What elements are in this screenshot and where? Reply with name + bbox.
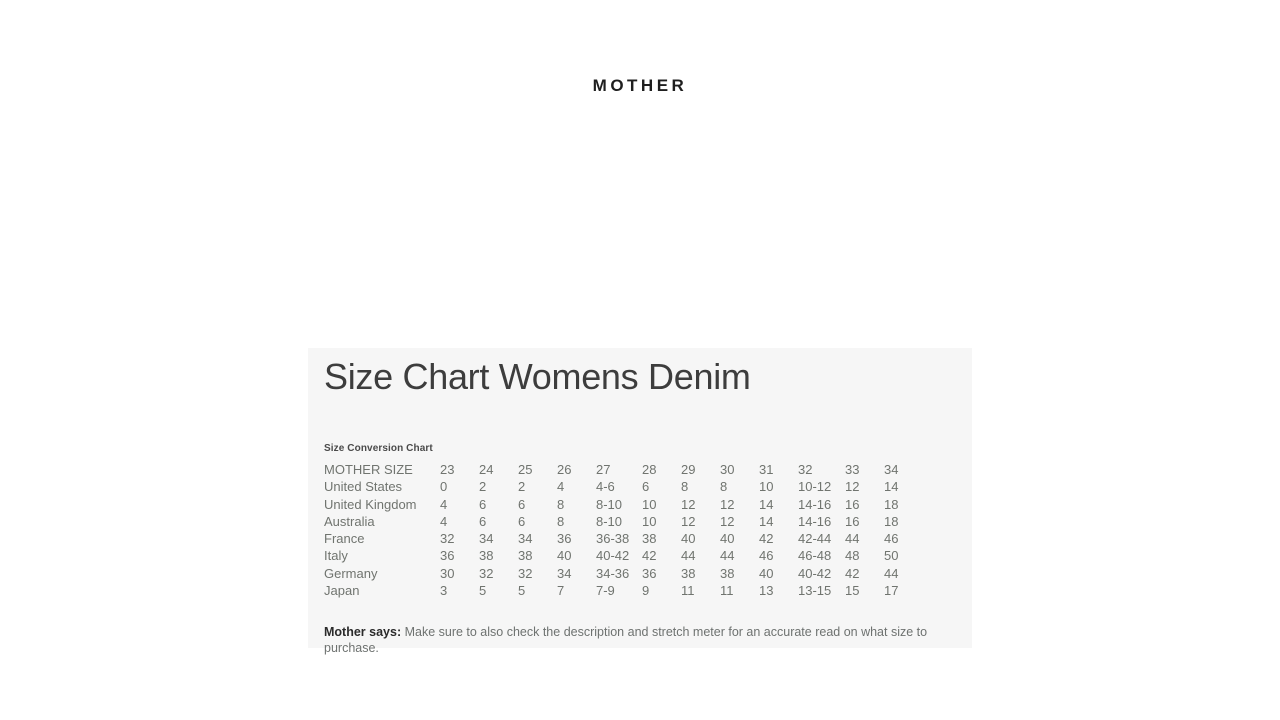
size-cell: 12 bbox=[845, 479, 860, 495]
size-cell: 13 bbox=[759, 583, 774, 599]
size-cell: 11 bbox=[720, 583, 734, 599]
mother-says-note bbox=[324, 624, 956, 656]
size-cell: 38 bbox=[720, 565, 735, 581]
size-cell: 4 bbox=[440, 513, 448, 529]
size-cell: 6 bbox=[479, 496, 487, 512]
size-cell: 9 bbox=[642, 583, 650, 599]
size-cell: 6 bbox=[642, 479, 650, 495]
row-label: United States bbox=[324, 479, 403, 495]
row-label: France bbox=[324, 531, 365, 547]
size-cell: 8-10 bbox=[596, 496, 623, 512]
size-cell: 36 bbox=[557, 531, 572, 547]
size-cell: 42-44 bbox=[798, 531, 832, 547]
size-cell: 27 bbox=[596, 462, 611, 477]
table-row bbox=[324, 496, 923, 513]
table-row bbox=[324, 565, 923, 582]
size-cell: 28 bbox=[642, 462, 657, 477]
size-cell: 14 bbox=[759, 496, 774, 512]
size-cell: 32 bbox=[479, 565, 494, 581]
size-cell: 8 bbox=[557, 496, 565, 512]
size-cell: 4 bbox=[440, 496, 448, 512]
size-cell: 10 bbox=[642, 513, 657, 529]
size-conversion-table bbox=[324, 461, 923, 599]
size-cell: 44 bbox=[884, 565, 899, 581]
size-cell: 34 bbox=[884, 462, 899, 477]
size-cell: 12 bbox=[681, 496, 696, 512]
size-cell: 6 bbox=[518, 496, 526, 512]
size-cell: 10 bbox=[759, 479, 774, 495]
size-cell: 2 bbox=[518, 479, 526, 495]
size-cell: 15 bbox=[845, 583, 860, 599]
size-cell: 34-36 bbox=[596, 565, 630, 581]
size-cell: 8 bbox=[557, 513, 565, 529]
size-cell: 10-12 bbox=[798, 479, 832, 495]
table-row bbox=[324, 530, 923, 547]
size-cell: 23 bbox=[440, 462, 455, 477]
row-label: Germany bbox=[324, 565, 378, 581]
size-cell: 4 bbox=[557, 479, 565, 495]
mother-says-label: Mother says: bbox=[324, 625, 402, 640]
size-cell: 40 bbox=[557, 548, 572, 564]
size-cell: 14-16 bbox=[798, 496, 832, 512]
size-cell: 36 bbox=[642, 565, 657, 581]
size-cell: 38 bbox=[518, 548, 533, 564]
size-cell: 13-15 bbox=[798, 583, 832, 599]
size-cell: 44 bbox=[681, 548, 696, 564]
size-cell: 40-42 bbox=[596, 548, 630, 564]
size-table-body bbox=[324, 461, 923, 599]
size-cell: 46 bbox=[759, 548, 774, 564]
size-conversion-chart-label: Size Conversion Chart bbox=[324, 443, 433, 454]
size-cell: 30 bbox=[440, 565, 455, 581]
size-cell: 42 bbox=[759, 531, 774, 547]
size-cell: 44 bbox=[720, 548, 735, 564]
size-cell: 17 bbox=[884, 583, 899, 599]
size-cell: 7 bbox=[557, 583, 565, 599]
mother-logo: MOTHER bbox=[592, 76, 688, 95]
size-cell: 31 bbox=[759, 462, 774, 477]
size-cell: 2 bbox=[479, 479, 487, 495]
size-cell: 40 bbox=[681, 531, 696, 547]
mother-says-text: Make sure to also check the description and stretch meter for an accurate read on what size to purchase. bbox=[324, 625, 928, 656]
size-cell: 29 bbox=[681, 462, 696, 477]
table-row bbox=[324, 582, 923, 599]
size-cell: 16 bbox=[845, 513, 860, 529]
size-cell: 33 bbox=[845, 462, 860, 477]
size-cell: 0 bbox=[440, 479, 448, 495]
row-label: United Kingdom bbox=[324, 496, 417, 512]
page-title: Size Chart Womens Denim bbox=[324, 356, 751, 397]
size-cell: 36 bbox=[440, 548, 455, 564]
size-cell: 50 bbox=[884, 548, 899, 564]
size-cell: 25 bbox=[518, 462, 533, 477]
size-cell: 32 bbox=[518, 565, 533, 581]
size-cell: 8 bbox=[720, 479, 728, 495]
row-label: Australia bbox=[324, 513, 375, 529]
size-cell: 34 bbox=[518, 531, 533, 547]
size-cell: 18 bbox=[884, 513, 899, 529]
size-cell: 14 bbox=[884, 479, 899, 495]
size-cell: 12 bbox=[720, 496, 735, 512]
size-cell: 18 bbox=[884, 496, 899, 512]
size-cell: 16 bbox=[845, 496, 860, 512]
size-cell: 32 bbox=[440, 531, 455, 547]
size-cell: 12 bbox=[681, 513, 696, 529]
size-cell: 34 bbox=[479, 531, 494, 547]
size-cell: 46 bbox=[884, 531, 899, 547]
size-chart-panel bbox=[308, 348, 972, 656]
size-cell: 5 bbox=[479, 583, 487, 599]
size-cell: 34 bbox=[557, 565, 572, 581]
size-cell: 38 bbox=[642, 531, 657, 547]
size-cell: 38 bbox=[681, 565, 696, 581]
size-cell: 6 bbox=[518, 513, 526, 529]
row-label: MOTHER SIZE bbox=[324, 462, 413, 477]
size-cell: 12 bbox=[720, 513, 735, 529]
size-cell: 48 bbox=[845, 548, 860, 564]
size-cell: 42 bbox=[642, 548, 657, 564]
size-cell: 14 bbox=[759, 513, 774, 529]
size-cell: 40 bbox=[759, 565, 774, 581]
row-label: Japan bbox=[324, 583, 360, 599]
table-row bbox=[324, 547, 923, 564]
size-cell: 26 bbox=[557, 462, 572, 477]
table-row bbox=[324, 513, 923, 530]
size-cell: 8 bbox=[681, 479, 689, 495]
size-cell: 44 bbox=[845, 531, 860, 547]
size-cell: 11 bbox=[681, 583, 695, 599]
size-cell: 5 bbox=[518, 583, 526, 599]
size-cell: 30 bbox=[720, 462, 735, 477]
size-cell: 24 bbox=[479, 462, 494, 477]
table-row bbox=[324, 461, 923, 478]
size-cell: 8-10 bbox=[596, 513, 623, 529]
size-cell: 14-16 bbox=[798, 513, 832, 529]
size-cell: 42 bbox=[845, 565, 860, 581]
size-cell: 32 bbox=[798, 462, 813, 477]
size-cell: 7-9 bbox=[596, 583, 615, 599]
size-cell: 10 bbox=[642, 496, 657, 512]
size-cell: 3 bbox=[440, 583, 448, 599]
size-cell: 40-42 bbox=[798, 565, 832, 581]
size-cell: 38 bbox=[479, 548, 494, 564]
table-row bbox=[324, 478, 923, 495]
row-label: Italy bbox=[324, 548, 348, 564]
size-cell: 36-38 bbox=[596, 531, 630, 547]
size-cell: 6 bbox=[479, 513, 487, 529]
size-cell: 4-6 bbox=[596, 479, 615, 495]
size-cell: 46-48 bbox=[798, 548, 832, 564]
size-cell: 40 bbox=[720, 531, 735, 547]
